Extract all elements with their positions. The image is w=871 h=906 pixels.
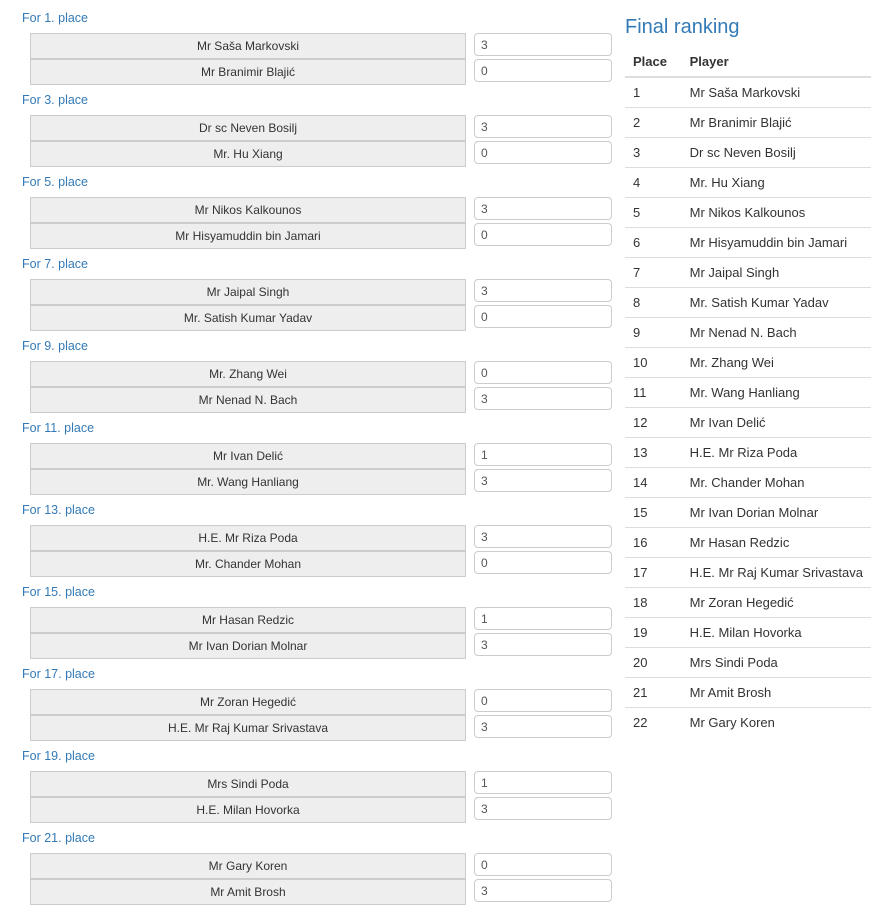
match-body: [30, 279, 612, 331]
score-input[interactable]: [474, 197, 612, 220]
score-input-list: [474, 361, 612, 413]
player-name-list: [30, 607, 466, 659]
match-heading: For 7. place: [22, 257, 89, 271]
player-name-cell: Mr Hasan Redzic: [30, 607, 466, 633]
ranking-row: [625, 468, 871, 498]
ranking-row: [625, 648, 871, 678]
match-body: [30, 853, 612, 905]
ranking-place: 7: [625, 258, 682, 288]
match-section: [22, 175, 612, 249]
ranking-row: [625, 408, 871, 438]
player-name-cell: Mr Ivan Dorian Molnar: [30, 633, 466, 659]
score-input[interactable]: [474, 387, 612, 410]
ranking-player: Mr. Chander Mohan: [682, 468, 871, 498]
ranking-place: 22: [625, 708, 682, 738]
match-section: [22, 421, 612, 495]
score-input[interactable]: [474, 525, 612, 548]
ranking-row: [625, 348, 871, 378]
ranking-place: 19: [625, 618, 682, 648]
ranking-place: 13: [625, 438, 682, 468]
player-name-list: [30, 197, 466, 249]
ranking-row: [625, 258, 871, 288]
score-input-list: [474, 607, 612, 659]
ranking-place: 16: [625, 528, 682, 558]
match-body: [30, 115, 612, 167]
ranking-player: H.E. Mr Raj Kumar Srivastava: [682, 558, 871, 588]
match-heading: For 19. place: [22, 749, 95, 763]
ranking-row: [625, 138, 871, 168]
ranking-place: 9: [625, 318, 682, 348]
score-input[interactable]: [474, 443, 612, 466]
ranking-place: 20: [625, 648, 682, 678]
player-name-cell: Mr Amit Brosh: [30, 879, 466, 905]
ranking-player: Mr Nenad N. Bach: [682, 318, 871, 348]
ranking-place: 1: [633, 85, 641, 100]
ranking-player: Mr. Zhang Wei: [682, 348, 871, 378]
match-heading: For 13. place: [22, 503, 95, 517]
score-input[interactable]: [474, 33, 612, 56]
player-name-list: [30, 279, 466, 331]
ranking-player: Mr Saša Markovski: [689, 85, 801, 100]
match-section: [22, 93, 612, 167]
score-input[interactable]: [474, 633, 612, 656]
match-body: [30, 525, 612, 577]
player-name-cell: Mr. Zhang Wei: [30, 361, 466, 387]
player-name-cell: Mrs Sindi Poda: [30, 771, 466, 797]
player-name-cell: Mr Hisyamuddin bin Jamari: [30, 223, 466, 249]
player-name-cell: Mr. Hu Xiang: [30, 141, 466, 167]
match-section: [22, 831, 612, 905]
player-name-list: [30, 115, 466, 167]
ranking-row: [625, 228, 871, 258]
score-input[interactable]: [474, 279, 612, 302]
match-body: [30, 443, 612, 495]
ranking-player: Mr Jaipal Singh: [682, 258, 871, 288]
ranking-place: 2: [625, 108, 682, 138]
score-input[interactable]: [474, 223, 612, 246]
score-input[interactable]: [474, 361, 612, 384]
final-ranking-header: [625, 48, 871, 77]
ranking-player: H.E. Milan Hovorka: [682, 618, 871, 648]
score-input-list: [474, 525, 612, 577]
player-name-list: [30, 771, 466, 823]
match-body: [30, 361, 612, 413]
match-heading: For 5. place: [22, 175, 89, 189]
score-input[interactable]: [474, 853, 612, 876]
ranking-place: 17: [625, 558, 682, 588]
ranking-place: 10: [625, 348, 682, 378]
score-input[interactable]: [474, 607, 612, 630]
ranking-row: [625, 588, 871, 618]
score-input[interactable]: [474, 305, 612, 328]
player-name-cell: Mr Nenad N. Bach: [30, 387, 466, 413]
ranking-row: [625, 77, 871, 108]
player-name-list: [30, 361, 466, 413]
ranking-player: Mr. Wang Hanliang: [682, 378, 871, 408]
score-input[interactable]: [474, 715, 612, 738]
ranking-place: 21: [625, 678, 682, 708]
ranking-player: Mr Ivan Delić: [682, 408, 871, 438]
player-name-cell: Mr Zoran Hegedić: [30, 689, 466, 715]
column-header-player: Player: [682, 48, 871, 77]
ranking-player: Mr Gary Koren: [682, 708, 871, 738]
score-input[interactable]: [474, 879, 612, 902]
match-section: [22, 585, 612, 659]
ranking-row: [625, 618, 871, 648]
player-name-list: [30, 853, 466, 905]
match-body: [30, 771, 612, 823]
ranking-player: Dr sc Neven Bosilj: [682, 138, 871, 168]
ranking-place: 18: [625, 588, 682, 618]
score-input[interactable]: [474, 771, 612, 794]
score-input-list: [474, 197, 612, 249]
ranking-player: Mr Hisyamuddin bin Jamari: [682, 228, 871, 258]
score-input-list: [474, 443, 612, 495]
score-input[interactable]: [474, 141, 612, 164]
score-input[interactable]: [474, 551, 612, 574]
ranking-player: Mr Nikos Kalkounos: [682, 198, 871, 228]
ranking-row: [625, 558, 871, 588]
ranking-place: 14: [625, 468, 682, 498]
match-body: [30, 33, 612, 85]
player-name-cell: Mr Ivan Delić: [30, 443, 466, 469]
player-name-cell: Mr. Satish Kumar Yadav: [30, 305, 466, 331]
match-section: [22, 11, 612, 85]
match-heading: For 15. place: [22, 585, 95, 599]
score-input[interactable]: [474, 469, 612, 492]
match-body: [30, 197, 612, 249]
column-header-place: Place: [625, 48, 682, 77]
ranking-player: Mrs Sindi Poda: [682, 648, 871, 678]
match-section: [22, 339, 612, 413]
score-input-list: [474, 689, 612, 741]
match-heading: For 3. place: [22, 93, 89, 107]
score-input-list: [474, 115, 612, 167]
score-input[interactable]: [474, 115, 612, 138]
ranking-row: [625, 438, 871, 468]
ranking-row: [625, 168, 871, 198]
ranking-player: Mr Ivan Dorian Molnar: [682, 498, 871, 528]
match-heading: For 1. place: [22, 11, 89, 25]
ranking-row: [625, 708, 871, 738]
ranking-place: 15: [625, 498, 682, 528]
final-ranking-table: [625, 48, 871, 737]
score-input-list: [474, 33, 612, 85]
ranking-row: [625, 108, 871, 138]
ranking-place: 8: [625, 288, 682, 318]
ranking-row: [625, 318, 871, 348]
player-name-cell: Dr sc Neven Bosilj: [30, 115, 466, 141]
match-section: [22, 257, 612, 331]
player-name-cell: H.E. Milan Hovorka: [30, 797, 466, 823]
ranking-player: H.E. Mr Riza Poda: [682, 438, 871, 468]
match-section: [22, 503, 612, 577]
ranking-row: [625, 198, 871, 228]
ranking-place: 11: [625, 378, 682, 408]
player-name-list: [30, 443, 466, 495]
ranking-row: [625, 288, 871, 318]
ranking-place: 4: [625, 168, 682, 198]
player-name-cell: Mr Jaipal Singh: [30, 279, 466, 305]
ranking-row: [625, 528, 871, 558]
score-input-list: [474, 279, 612, 331]
score-input[interactable]: [474, 797, 612, 820]
ranking-player: Mr Amit Brosh: [682, 678, 871, 708]
match-heading: For 11. place: [22, 421, 95, 435]
player-name-cell: Mr Branimir Blajić: [30, 59, 466, 85]
ranking-player: Mr Zoran Hegedić: [682, 588, 871, 618]
player-name-cell: Mr Gary Koren: [30, 853, 466, 879]
player-name-list: [30, 525, 466, 577]
player-name-cell: H.E. Mr Riza Poda: [30, 525, 466, 551]
match-section: [22, 667, 612, 741]
match-body: [30, 689, 612, 741]
score-input[interactable]: [474, 689, 612, 712]
match-section: [22, 749, 612, 823]
final-ranking-panel: [625, 0, 871, 737]
ranking-row: [625, 378, 871, 408]
match-heading: For 9. place: [22, 339, 89, 353]
player-name-cell: Mr Nikos Kalkounos: [30, 197, 466, 223]
player-name-list: [30, 33, 466, 85]
ranking-row: [625, 678, 871, 708]
final-ranking-title: Final ranking: [625, 16, 740, 38]
match-heading: For 21. place: [22, 831, 95, 845]
score-input-list: [474, 771, 612, 823]
player-name-cell: Mr. Chander Mohan: [30, 551, 466, 577]
player-name-cell: Mr Saša Markovski: [30, 33, 466, 59]
ranking-player: Mr. Satish Kumar Yadav: [682, 288, 871, 318]
ranking-player: Mr Hasan Redzic: [682, 528, 871, 558]
ranking-place: 5: [625, 198, 682, 228]
match-body: [30, 607, 612, 659]
ranking-place: 6: [625, 228, 682, 258]
ranking-place: 3: [625, 138, 682, 168]
ranking-row: [625, 498, 871, 528]
match-heading: For 17. place: [22, 667, 95, 681]
player-name-cell: Mr. Wang Hanliang: [30, 469, 466, 495]
score-input[interactable]: [474, 59, 612, 82]
ranking-player: Mr Branimir Blajić: [682, 108, 871, 138]
player-name-list: [30, 689, 466, 741]
ranking-place: 12: [625, 408, 682, 438]
score-input-list: [474, 853, 612, 905]
ranking-player: Mr. Hu Xiang: [682, 168, 871, 198]
player-name-cell: H.E. Mr Raj Kumar Srivastava: [30, 715, 466, 741]
